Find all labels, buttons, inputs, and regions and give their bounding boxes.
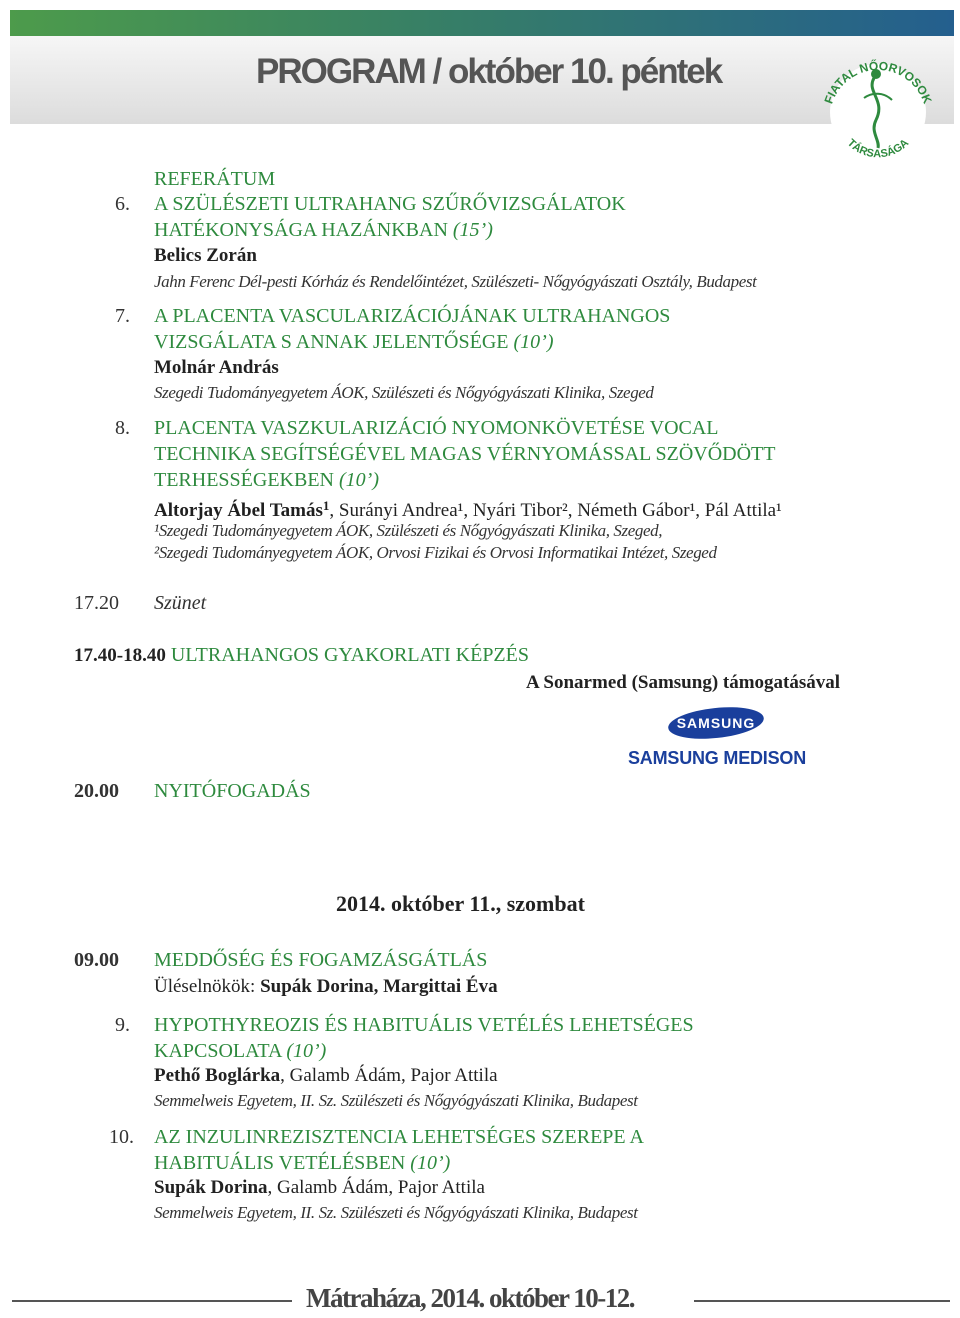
- society-logo: [808, 40, 948, 162]
- chairs-names: Supák Dorina, Margittai Éva: [260, 976, 498, 997]
- talk-title-line: TECHNIKA SEGÍTSÉGÉVEL MAGAS VÉRNYOMÁSSAL SZÖVŐDÖTT: [154, 443, 776, 465]
- talk-affiliation: Jahn Ferenc Dél-pesti Kórház és Rendelőintézet, Szülészeti- Nőgyógyászati Osztály, Budapest: [154, 272, 757, 291]
- talk-title-line: A SZÜLÉSZETI ULTRAHANG SZŰRŐVIZSGÁLATOK: [154, 193, 626, 215]
- session-title: REFERÁTUM: [154, 168, 276, 190]
- talk-number: 7.: [115, 305, 130, 327]
- author-superscript: 1: [322, 498, 330, 513]
- talk-title-line: VIZSGÁLATA S ANNAK JELENTŐSÉGE: [154, 331, 509, 353]
- talk-affiliation: Semmelweis Egyetem, II. Sz. Szülészeti és Nőgyógyászati Klinika, Budapest: [154, 1203, 638, 1222]
- talk-author: Molnár András: [154, 357, 279, 378]
- talk-number: 6.: [115, 193, 130, 215]
- footer-rule-right: [694, 1300, 950, 1302]
- talk-affiliation: ¹Szegedi Tudományegyetem ÁOK, Szülészeti és Nőgyógyászati Klinika, Szeged,: [154, 521, 663, 540]
- talk-author: Supák Dorina: [154, 1177, 268, 1198]
- talk-duration: (10’): [286, 1040, 327, 1062]
- talk-authors: [154, 1175, 485, 1201]
- session-time: 09.00: [74, 949, 119, 971]
- talk-title-line-with-duration: [154, 329, 554, 355]
- talk-affiliation: ²Szegedi Tudományegyetem ÁOK, Orvosi Fizikai és Orvosi Informatikai Intézet, Szeged: [154, 543, 717, 562]
- practical-title: ULTRAHANGOS GYAKORLATI KÉPZÉS: [170, 644, 529, 666]
- talk-author: Altorjay Ábel Tamás: [154, 500, 323, 521]
- samsung-wordmark: SAMSUNG: [676, 715, 756, 731]
- practical-session-heading: [74, 642, 529, 669]
- talk-authors: [154, 1063, 498, 1089]
- talk-title-line: HABITUÁLIS VETÉLÉSBEN: [154, 1152, 406, 1174]
- chairs-label: Üléselnökök:: [154, 976, 261, 997]
- talk-title-line: PLACENTA VASZKULARIZÁCIÓ NYOMONKÖVETÉSE VOCAL: [154, 417, 719, 439]
- talk-title-line: KAPCSOLATA: [154, 1040, 282, 1062]
- talk-duration: (10’): [339, 469, 379, 491]
- talk-title-line: A PLACENTA VASCULARIZÁCIÓJÁNAK ULTRAHANGOS: [154, 305, 671, 327]
- talk-title-line-with-duration: [154, 1150, 450, 1176]
- talk-coauthors: , Galamb Ádám, Pajor Attila: [280, 1065, 498, 1086]
- talk-coauthors: , Galamb Ádám, Pajor Attila: [267, 1177, 485, 1198]
- talk-coauthors: , Surányi Andrea¹, Nyári Tibor², Németh Gábor¹, Pál Attila¹: [329, 500, 782, 521]
- talk-number: 9.: [115, 1014, 130, 1036]
- talk-affiliation: Szegedi Tudományegyetem ÁOK, Szülészeti és Nőgyógyászati Klinika, Szeged: [154, 383, 654, 402]
- talk-author: Belics Zorán: [154, 245, 257, 266]
- samsung-medison-logo: [628, 708, 807, 784]
- practical-time: 17.40-18.40: [74, 645, 166, 666]
- page-title: PROGRAM / október 10. péntek: [256, 52, 722, 91]
- talk-number: 8.: [115, 417, 130, 439]
- talk-author: Pethő Boglárka: [154, 1065, 281, 1086]
- talk-duration: (15’): [452, 219, 493, 241]
- talk-title-line: AZ INZULINREZISZTENCIA LEHETSÉGES SZEREPE A: [154, 1126, 644, 1148]
- reception-time: 20.00: [74, 780, 119, 802]
- talk-title-line: HATÉKONYSÁGA HAZÁNKBAN: [154, 219, 448, 241]
- break-time: 17.20: [74, 592, 119, 614]
- footer-text: Mátraháza, 2014. október 10-12.: [306, 1283, 634, 1313]
- session-chairs: [154, 974, 498, 1000]
- talk-title-line-with-duration: [154, 217, 493, 243]
- reception-label: NYITÓFOGADÁS: [154, 780, 311, 802]
- talk-duration: (10’): [410, 1152, 451, 1174]
- talk-number: 10.: [109, 1126, 134, 1148]
- logo-bottom-text: TÁRSASÁGA: [844, 136, 912, 161]
- day-heading: 2014. október 11., szombat: [336, 891, 585, 916]
- break-label: Szünet: [154, 592, 207, 614]
- talk-title-line: HYPOTHYREOZIS ÉS HABITUÁLIS VETÉLÉS LEHETSÉGES: [154, 1014, 694, 1036]
- talk-title-line-with-duration: [154, 1038, 326, 1064]
- header-color-bar: [10, 10, 954, 36]
- samsung-medison-wordmark: SAMSUNG MEDISON: [628, 748, 807, 768]
- footer-rule-left: [12, 1300, 292, 1302]
- talk-duration: (10’): [513, 331, 554, 353]
- talk-title-line-with-duration: [154, 467, 379, 493]
- talk-affiliation: Semmelweis Egyetem, II. Sz. Szülészeti és Nőgyógyászati Klinika, Budapest: [154, 1091, 638, 1110]
- session-title: MEDDŐSÉG ÉS FOGAMZÁSGÁTLÁS: [154, 949, 488, 971]
- logo-top-text: FIATAL NŐORVOSOK: [821, 58, 935, 106]
- sponsor-note: A Sonarmed (Samsung) támogatásával: [526, 672, 841, 693]
- talk-title-line: TERHESSÉGEKBEN: [154, 469, 334, 491]
